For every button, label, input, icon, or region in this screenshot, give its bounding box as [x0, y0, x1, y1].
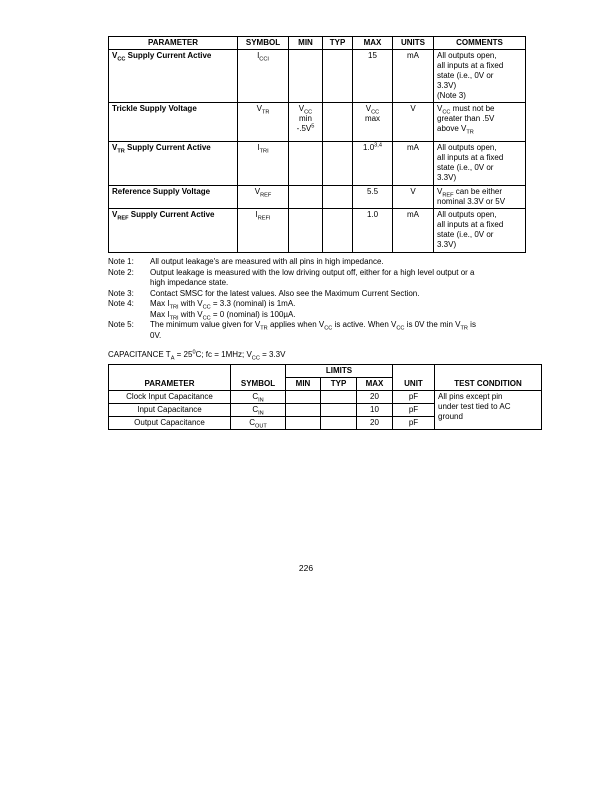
parameter-cell: Reference Supply Voltage: [109, 186, 238, 209]
table1-header-units: UNITS: [393, 37, 434, 50]
typ-cell: [323, 103, 353, 142]
parameter-cell: $V_{TR}$ Supply Current Active: [109, 142, 238, 186]
note-text: The minimum value given for $V_{TR}$ applies when $V_{CC}$ is active. When $V_{CC}$ is 0V the $\min V_{TR}$ is 0V.: [150, 320, 476, 340]
parameter-cell: Clock Input Capacitance: [109, 391, 231, 404]
table2-header-test-condition: TEST CONDITION: [435, 365, 542, 391]
parameter-cell: Input Capacitance: [109, 404, 231, 417]
typ-cell: [323, 142, 353, 186]
note-text: Output leakage is measured with the low driving output off, either for a high level output or a high impedance state.: [150, 267, 475, 287]
symbol-cell: $I_{TRI}$: [238, 142, 289, 186]
table1-header-typ: TYP: [323, 37, 353, 50]
table2-header-parameter: PARAMETER: [109, 365, 231, 391]
note-label: Note 5:: [108, 320, 134, 329]
table-row: [109, 186, 526, 209]
min-cell: [289, 142, 323, 186]
parameter-cell: $V_{REF}$ Supply Current Active: [109, 209, 238, 253]
units-cell: V: [393, 103, 434, 142]
units-cell: mA: [393, 142, 434, 186]
min-cell: [286, 417, 321, 430]
table2-header-limits: LIMITS: [286, 365, 393, 378]
note-text: All output leakage's are measured with all pins in high impedance.: [150, 257, 384, 266]
note-text: Contact SMSC for the latest values. Also see the Maximum Current Section.: [150, 288, 420, 298]
capacitance-table: [108, 364, 542, 430]
note-item: [108, 289, 528, 300]
comments-cell: $V_{REF}$ can be either nominal 3.3V or 5V: [434, 186, 526, 209]
typ-cell: [323, 50, 353, 103]
comments-cell: All outputs open, all inputs at a fixed state (i.e., 0V or 3.3V): [434, 142, 526, 186]
min-cell: [286, 404, 321, 417]
max-cell: 20: [357, 391, 393, 404]
units-cell: V: [393, 186, 434, 209]
table1-header-max: MAX: [353, 37, 393, 50]
table1-header-row: [109, 37, 526, 50]
typ-cell: [321, 404, 357, 417]
typ-cell: [321, 417, 357, 430]
table1-header-comments: COMMENTS: [434, 37, 526, 50]
parameter-cell: Trickle Supply Voltage: [109, 103, 238, 142]
notes-section: [108, 257, 528, 341]
symbol-cell: $I_{REFI}$: [238, 209, 289, 253]
typ-cell: [323, 209, 353, 253]
typ-cell: [323, 186, 353, 209]
table2-header-typ: TYP: [321, 378, 357, 391]
table2-header-max: MAX: [357, 378, 393, 391]
symbol-cell: $V_{TR}$: [238, 103, 289, 142]
note-item: [108, 320, 528, 341]
max-cell: 10: [357, 404, 393, 417]
min-cell: [289, 209, 323, 253]
max-cell: 1.0: [353, 209, 393, 253]
page-number: 226: [298, 563, 314, 573]
symbol-cell: $C_{OUT}$: [231, 417, 286, 430]
units-cell: mA: [393, 209, 434, 253]
table-row: [109, 209, 526, 253]
table-row: [109, 50, 526, 103]
note-label: Note 2:: [108, 267, 134, 277]
max-cell: $V_{CC}$ max: [353, 103, 393, 142]
note-item: [108, 257, 528, 268]
table-row: [109, 391, 542, 404]
min-cell: $V_{CC}$ min $-.5V^5$: [289, 103, 323, 142]
note-label: Note 3:: [108, 288, 134, 298]
unit-cell: pF: [393, 404, 435, 417]
symbol-cell: $I_{CCI}$: [238, 50, 289, 103]
supply-characteristics-table: [108, 36, 526, 253]
parameter-cell: Output Capacitance: [109, 417, 231, 430]
min-cell: [289, 186, 323, 209]
table-row: [109, 103, 526, 142]
symbol-cell: $C_{IN}$: [231, 404, 286, 417]
comments-cell: All outputs open, all inputs at a fixed state (i.e., 0V or 3.3V): [434, 209, 526, 253]
capacitance-heading: CAPACITANCE $T_A = 25^0C$; fc = 1MHz; $V_{CC} = 3.3V$: [108, 349, 286, 362]
table1-header-symbol: SYMBOL: [238, 37, 289, 50]
comments-cell: All outputs open, all inputs at a fixed state (i.e., 0V or 3.3V) (Note 3): [434, 50, 526, 103]
max-cell: 1.0$^{3,4}$: [353, 142, 393, 186]
table2-header-unit: UNIT: [393, 365, 435, 391]
table2-limits-row: [109, 365, 542, 378]
table1-header-min: MIN: [289, 37, 323, 50]
note-label: Note 1:: [108, 257, 134, 266]
typ-cell: [321, 391, 357, 404]
max-cell: 5.5: [353, 186, 393, 209]
max-cell: 15: [353, 50, 393, 103]
table-row: [109, 142, 526, 186]
min-cell: [289, 50, 323, 103]
units-cell: mA: [393, 50, 434, 103]
table2-header-min: MIN: [286, 378, 321, 391]
symbol-cell: $C_{IN}$: [231, 391, 286, 404]
test-condition-cell: All pins except pin under test tied to AC ground: [435, 391, 542, 430]
note-label: Note 4:: [108, 299, 134, 308]
parameter-cell: $V_{CC}$ Supply Current Active: [109, 50, 238, 103]
table1-header-parameter: PARAMETER: [109, 37, 238, 50]
note-item: [108, 299, 528, 320]
comments-cell: $V_{CC}$ must not be greater than .5V above $V_{TR}$: [434, 103, 526, 142]
unit-cell: pF: [393, 391, 435, 404]
note-text: Max $I_{TRI}$ with $V_{CC} = 3.3$ (nominal) is 1mA. Max $I_{TRI}$ with $V_{CC} = 0$ (nominal) is 100µA.: [150, 299, 296, 322]
note-item: [108, 268, 528, 289]
symbol-cell: $V_{REF}$: [238, 186, 289, 209]
table2-header-symbol: SYMBOL: [231, 365, 286, 391]
min-cell: [286, 391, 321, 404]
max-cell: 20: [357, 417, 393, 430]
unit-cell: pF: [393, 417, 435, 430]
